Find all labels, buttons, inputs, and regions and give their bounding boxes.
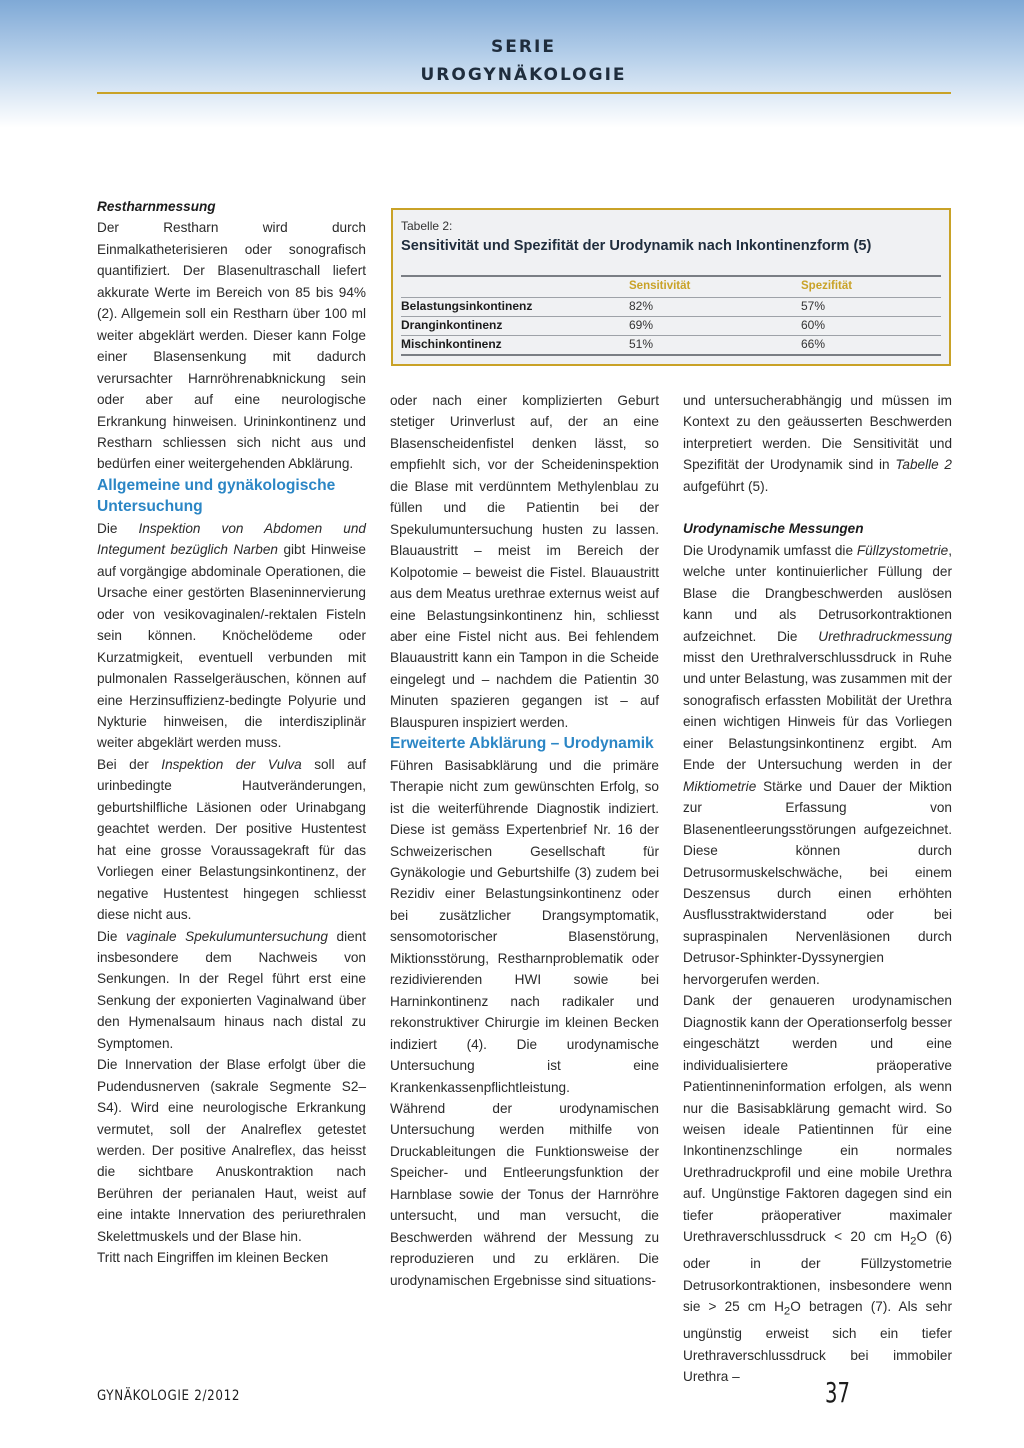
row-specificity: 60% — [801, 318, 826, 332]
table-header-sensitivity: Sensitivität — [629, 280, 691, 292]
page-number: 37 — [825, 1376, 850, 1409]
journal-footer: GYNÄKOLOGIE 2/2012 — [97, 1388, 241, 1404]
paragraph: oder nach einer komplizierten Geburt stetiger Urinverlust auf, der an eine Blasenscheidenfistel denken lässt, so empfiehlt sich, vor der Scheideninspektion die Blase mit verdünntem Methylenblau zu füllen und die Patientin bei der Spekulumuntersuchung husten zu lassen. Blauaustritt – meist im Bereich der Kolpotomie – beweist die Fistel. Blauaustritt aus dem Meatus urethrae externus weist auf eine Belastungsinkontinenz hin, schliesst aber eine Fistel nicht aus. Bei fehlendem Blauaustritt kann ein Tampon in die Scheide eingelegt und – nachdem die Patientin 30 Minuten spazieren gegangen ist – auf Blauspuren inspiziert werden. — [390, 393, 659, 730]
table-row — [401, 318, 941, 336]
paragraph: und untersucherabhängig und müssen im Kontext zu den geäusserten Beschwerden interpretiert werden. Die Sensitivität und Spezifität der Urodynamik sind in Tabelle 2 aufgeführt (5). — [683, 393, 952, 494]
paragraph: Die Urodynamik umfasst die Füllzystometrie, welche unter kontinuierlicher Füllung der Blase die Drangbeschwerden auslösen kann und als Detrusorkontraktionen aufzeichnet. Die Urethradruckmessung misst den Urethralverschlussdruck in Ruhe und unter Belastung, was zusammen mit der sonografisch erfassten Mobilität der Urethra einen wichtigen Hinweis für das Vorliegen einer Belastungsinkontinenz ergibt. Am Ende der Untersuchung werden in der Miktiometrie Stärke und Dauer der Miktion zur Erfassung von Blasenentleerungsstörungen aufgezeichnet. Diese können durch Detrusormuskelschwäche, bei einem Deszensus durch einen erhöhten Ausflusstraktwiderstand oder bei supraspinalen Nervenläsionen durch Detrusor-Sphinkter-Dyssynergien hervorgerufen werden. — [683, 542, 952, 987]
paragraph: Dank der genaueren urodynamischen Diagnostik kann der Operationserfolg besser eingeschätzt werden und eine individualisiertere präoperative Patientinneninformation erfolgen, als wenn nur die Basisabklärung gemacht wird. So weisen ideale Patientinnen für eine Inkontinenzschlinge ein normales Urethradruckprofil und eine mobile Urethra auf. Ungünstige Faktoren dagegen sind ein tiefer präoperativer maximaler Urethraverschlussdruck < 20 cm $H_2O$ (6) oder in der Füllzystometrie Detrusorkontraktionen, insbesondere wenn sie > 25 cm $H_2O$ betragen (7). Als sehr ungünstig erweist sich ein tiefer Urethraverschlussdruck bei immobiler Urethra – — [683, 993, 953, 1385]
subheading-restharnmessung: Restharnmessung — [97, 199, 216, 214]
table-top-rule — [401, 275, 941, 277]
section-heading-urodynamik: Erweiterte Abklärung – Urodynamik — [390, 735, 654, 753]
row-specificity: 66% — [801, 337, 826, 351]
paragraph: Tritt nach Eingriffen im kleinen Becken — [97, 1250, 329, 1266]
row-specificity: 57% — [801, 299, 826, 313]
table-row — [401, 299, 941, 317]
table-rule — [401, 335, 941, 336]
table-rule — [401, 316, 941, 317]
column-1 — [97, 196, 366, 1269]
paragraph: Führen Basisabklärung und die primäre Therapie nicht zum gewünschten Erfolg, so ist die weiterführende Diagnostik indiziert. Diese ist gemäss Expertenbrief Nr. 16 der Schweizerischen Gesellschaft für Gynäkologie und Geburtshilfe (3) zudem bei Rezidiv einer Belastungsinkontinenz oder bei zusätzlicher Drangsymptomatik, sensomotorischer Blasenstörung, Miktionsstörung, Restharnproblematik oder rezidivierenden HWI sowie bei Harninkontinenz nach radikaler und rekonstruktiver Chirurgie im kleinen Becken indiziert (4). Die urodynamische Untersuchung ist eine Krankenkassenpflichtleistung. — [390, 757, 659, 1095]
table-header-specificity: Spezifität — [801, 280, 853, 292]
row-label: Dranginkontinenz — [401, 318, 503, 332]
column-3 — [683, 390, 952, 1388]
column-2 — [390, 390, 659, 1291]
section-heading-untersuchung: Allgemeine und gynäkologische Untersuchung — [97, 476, 336, 516]
paragraph: Bei der Inspektion der Vulva soll auf urinbedingte Hautveränderungen, geburtshilfliche Läsionen oder Urinabgang geachtet werden. Der positive Hustentest hat eine grosse Voraussagekraft für das Vorliegen einer Belastungsinkontinenz, der negative Hustentest hingegen schliesst diese nicht aus. — [97, 756, 366, 923]
paragraph: Die Inspektion von Abdomen und Integument bezüglich Narben gibt Hinweise auf vorgängige abdominale Operationen, die Ursache einer gestörten Blaseninnervierung oder von vesikovaginalen/-rektalen Fisteln sein können. Knöchelödeme oder Kurzatmigkeit, eventuell verbunden mit pulmonalen Rasselgeräuschen, können auf eine Herzinsuffizienz-bedingte Polyurie und Nykturie hinweisen, die interdisziplinär weiter abgeklärt werden muss. — [97, 520, 366, 751]
table-row — [401, 337, 941, 355]
table-rule — [401, 297, 941, 298]
series-name: UROGYNÄKOLOGIE — [420, 65, 627, 85]
row-sensitivity: 69% — [629, 318, 654, 332]
row-sensitivity: 51% — [629, 337, 654, 351]
row-label: Mischinkontinenz — [401, 337, 502, 351]
table-title: Sensitivität und Spezifität der Urodynamik nach Inkontinenzform (5) — [401, 238, 872, 254]
table-2 — [391, 208, 951, 366]
paragraph: Der Restharn wird durch Einmalkatheterisieren oder sonografisch quantifiziert. Der Blasenultraschall liefert akkurate Werte im Bereich von 85 bis 94% (2). Allgemein soll ein Restharn über 100 ml weiter abgeklärt werden. Dieser kann Folge einer Blasensenkung mit dadurch verursachter Harnröhrenabknickung sein oder aber auf eine neurologische Erkrankung hinweisen. Urininkontinenz und Restharn schliessen sich nicht aus und bedürfen einer weitergehenden Abklärung. — [97, 220, 366, 472]
table-label: Tabelle 2: — [401, 219, 453, 233]
series-label: SERIE — [491, 37, 556, 57]
paragraph: Während der urodynamischen Untersuchung werden mithilfe von Druckableitungen die Funktionsweise der Speicher- und Entleerungsfunktion der Harnblase sowie der Tonus der Harnröhre untersucht, und man versucht, die Beschwerden während der Messung zu reproduzieren und zu erklären. Die urodynamischen Ergebnisse sind situations- — [390, 1101, 659, 1288]
paragraph: Die vaginale Spekulumuntersuchung dient insbesondere dem Nachweis von Senkungen. In der Regel führt erst eine Senkung der exponierten Vaginalwand über den Hymenalsaum hinaus nach distal zu Symptomen. — [97, 928, 366, 1051]
row-label: Belastungsinkontinenz — [401, 299, 533, 313]
row-sensitivity: 82% — [629, 299, 654, 313]
subheading-urodynamische-messungen: Urodynamische Messungen — [683, 521, 864, 537]
header-divider — [97, 92, 951, 94]
table-bottom-rule — [401, 354, 941, 356]
paragraph: Die Innervation der Blase erfolgt über die Pudendusnerven (sakrale Segmente S2–S4). Wird eine neurologische Erkrankung vermutet, soll der Analreflex getestet werden. Der positive Analreflex, das heisst die sichtbare Anuskontraktion nach Berühren der perianalen Haut, weist auf eine intakte Innervation des periurethralen Skelettmuskels und der Blase hin. — [97, 1057, 366, 1244]
header-band — [0, 0, 1024, 128]
